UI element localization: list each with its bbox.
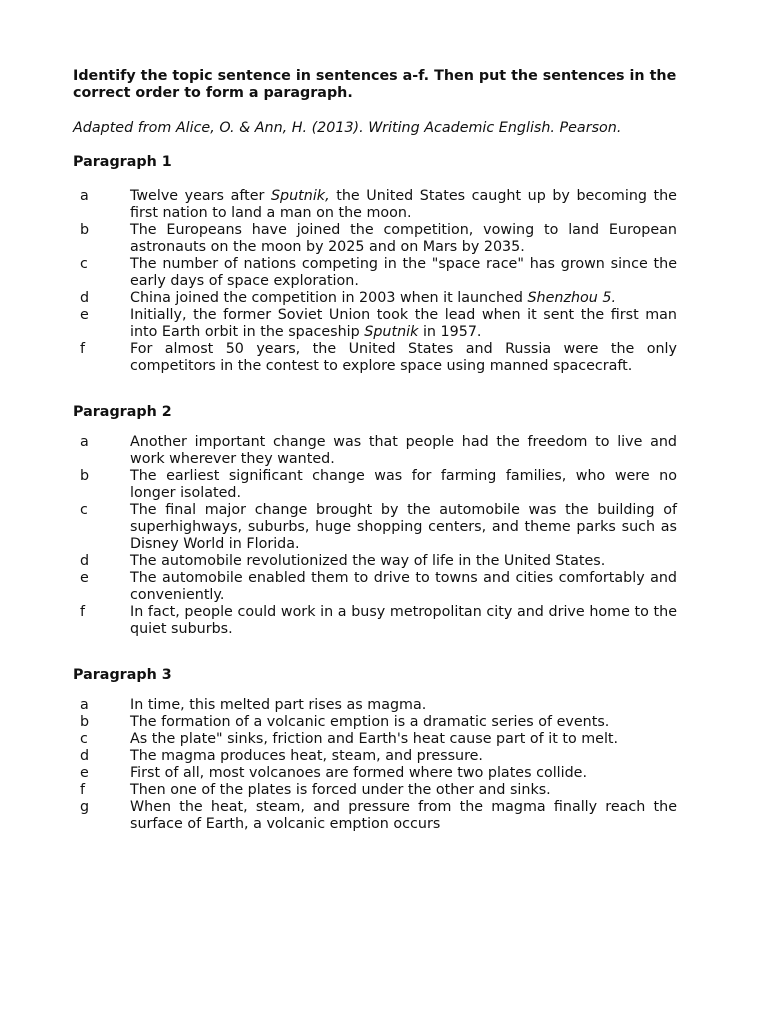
sentence-text xyxy=(130,765,677,782)
sentence-item xyxy=(73,434,683,468)
sentence-text xyxy=(130,799,677,833)
instructions: Identify the topic sentence in sentences a-f. Then put the sentences in the correct order to form a paragraph. xyxy=(73,68,677,101)
sentence-letter: f xyxy=(80,782,86,798)
sentence-letter: a xyxy=(80,188,89,204)
sentence-letter: c xyxy=(80,731,88,747)
sentence-item xyxy=(73,256,683,290)
sentence-letter: d xyxy=(80,748,90,764)
sentence-part: The magma produces heat, steam, and pressure. xyxy=(130,748,483,764)
sentence-item xyxy=(73,697,683,714)
source-citation: Adapted from Alice, O. & Ann, H. (2013). Writing Academic English. Pearson. xyxy=(73,120,622,136)
sentence-item xyxy=(73,468,683,502)
sentence-emphasis: Sputnik, xyxy=(270,188,330,204)
sentence-item xyxy=(73,604,683,638)
sentence-emphasis: Shenzhou 5. xyxy=(527,290,617,306)
sentence-item xyxy=(73,222,683,256)
sentence-part: The automobile revolutionized the way of life in the United States. xyxy=(130,553,606,569)
sentence-text xyxy=(130,782,677,799)
sentence-part: The Europeans have joined the competition, vowing to land European astronauts on the moon by 2025 and on Mars by 2035. xyxy=(130,222,677,255)
sentence-text xyxy=(130,222,677,256)
sentence-part: First of all, most volcanoes are formed where two plates collide. xyxy=(130,765,588,781)
sentence-item xyxy=(73,748,683,765)
sentence-text xyxy=(130,731,677,748)
sentence-item xyxy=(73,341,683,375)
sentence-letter: b xyxy=(80,222,90,238)
sentence-text xyxy=(130,570,677,604)
sentence-part: The final major change brought by the automobile was the building of superhighways, suburbs, huge shopping centers, and theme parks such as Disney World in Florida. xyxy=(130,502,677,552)
sentence-part: The number of nations competing in the "space race" has grown since the early days of space exploration. xyxy=(130,256,677,289)
sentence-letter: e xyxy=(80,765,89,781)
paragraph-2-heading: Paragraph 2 xyxy=(73,404,172,420)
sentence-part: In time, this melted part rises as magma. xyxy=(130,697,427,713)
sentence-part: For almost 50 years, the United States and Russia were the only competitors in the contest to explore space using manned spacecraft. xyxy=(130,341,677,374)
paragraph-2-list xyxy=(73,434,683,638)
sentence-letter: d xyxy=(80,290,90,306)
sentence-part: the United States caught up by becoming the first nation to land a man on the moon. xyxy=(130,188,677,221)
paragraph-1-heading: Paragraph 1 xyxy=(73,154,172,170)
sentence-item xyxy=(73,782,683,799)
sentence-item xyxy=(73,553,683,570)
sentence-text xyxy=(130,502,677,553)
sentence-letter: e xyxy=(80,307,89,323)
sentence-part: The earliest significant change was for farming families, who were no longer isolated. xyxy=(130,468,677,501)
sentence-part: Initially, the former Soviet Union took the lead when it sent the first man into Earth orbit in the spaceship xyxy=(130,307,677,340)
sentence-item xyxy=(73,502,683,553)
sentence-letter: b xyxy=(80,714,90,730)
sentence-letter: g xyxy=(80,799,90,815)
sentence-letter: c xyxy=(80,256,88,272)
sentence-part: China joined the competition in 2003 when it launched xyxy=(130,290,528,306)
sentence-text xyxy=(130,307,677,341)
sentence-emphasis: Sputnik xyxy=(364,324,419,340)
sentence-part: Another important change was that people had the freedom to live and work wherever they wanted. xyxy=(130,434,677,467)
sentence-part: in 1957. xyxy=(418,324,482,340)
sentence-text xyxy=(130,290,677,307)
sentence-letter: f xyxy=(80,604,86,620)
sentence-part: Twelve years after xyxy=(130,188,271,204)
sentence-text xyxy=(130,434,677,468)
paragraph-1-list xyxy=(73,188,683,375)
sentence-text xyxy=(130,697,677,714)
sentence-letter: a xyxy=(80,697,89,713)
sentence-item xyxy=(73,570,683,604)
sentence-text xyxy=(130,188,677,222)
sentence-text xyxy=(130,604,677,638)
sentence-part: As the plate" sinks, friction and Earth's heat cause part of it to melt. xyxy=(130,731,619,747)
sentence-item xyxy=(73,765,683,782)
sentence-letter: e xyxy=(80,570,89,586)
sentence-item xyxy=(73,290,683,307)
sentence-text xyxy=(130,341,677,375)
sentence-item xyxy=(73,714,683,731)
sentence-text xyxy=(130,256,677,290)
sentence-letter: f xyxy=(80,341,86,357)
sentence-text xyxy=(130,714,677,731)
sentence-item xyxy=(73,731,683,748)
sentence-part: The automobile enabled them to drive to towns and cities comfortably and conveniently. xyxy=(130,570,677,603)
sentence-letter: a xyxy=(80,434,89,450)
sentence-part: The formation of a volcanic emption is a dramatic series of events. xyxy=(130,714,610,730)
sentence-text xyxy=(130,748,677,765)
sentence-item xyxy=(73,188,683,222)
sentence-text xyxy=(130,553,677,570)
paragraph-3-list xyxy=(73,697,683,833)
sentence-letter: d xyxy=(80,553,90,569)
sentence-text xyxy=(130,468,677,502)
sentence-item xyxy=(73,799,683,833)
sentence-item xyxy=(73,307,683,341)
sentence-part: When the heat, steam, and pressure from the magma finally reach the surface of Earth, a volcanic emption occurs xyxy=(130,799,677,832)
sentence-letter: b xyxy=(80,468,90,484)
paragraph-3-heading: Paragraph 3 xyxy=(73,667,172,683)
sentence-letter: c xyxy=(80,502,88,518)
sentence-part: In fact, people could work in a busy metropolitan city and drive home to the quiet suburbs. xyxy=(130,604,677,637)
sentence-part: Then one of the plates is forced under the other and sinks. xyxy=(130,782,551,798)
